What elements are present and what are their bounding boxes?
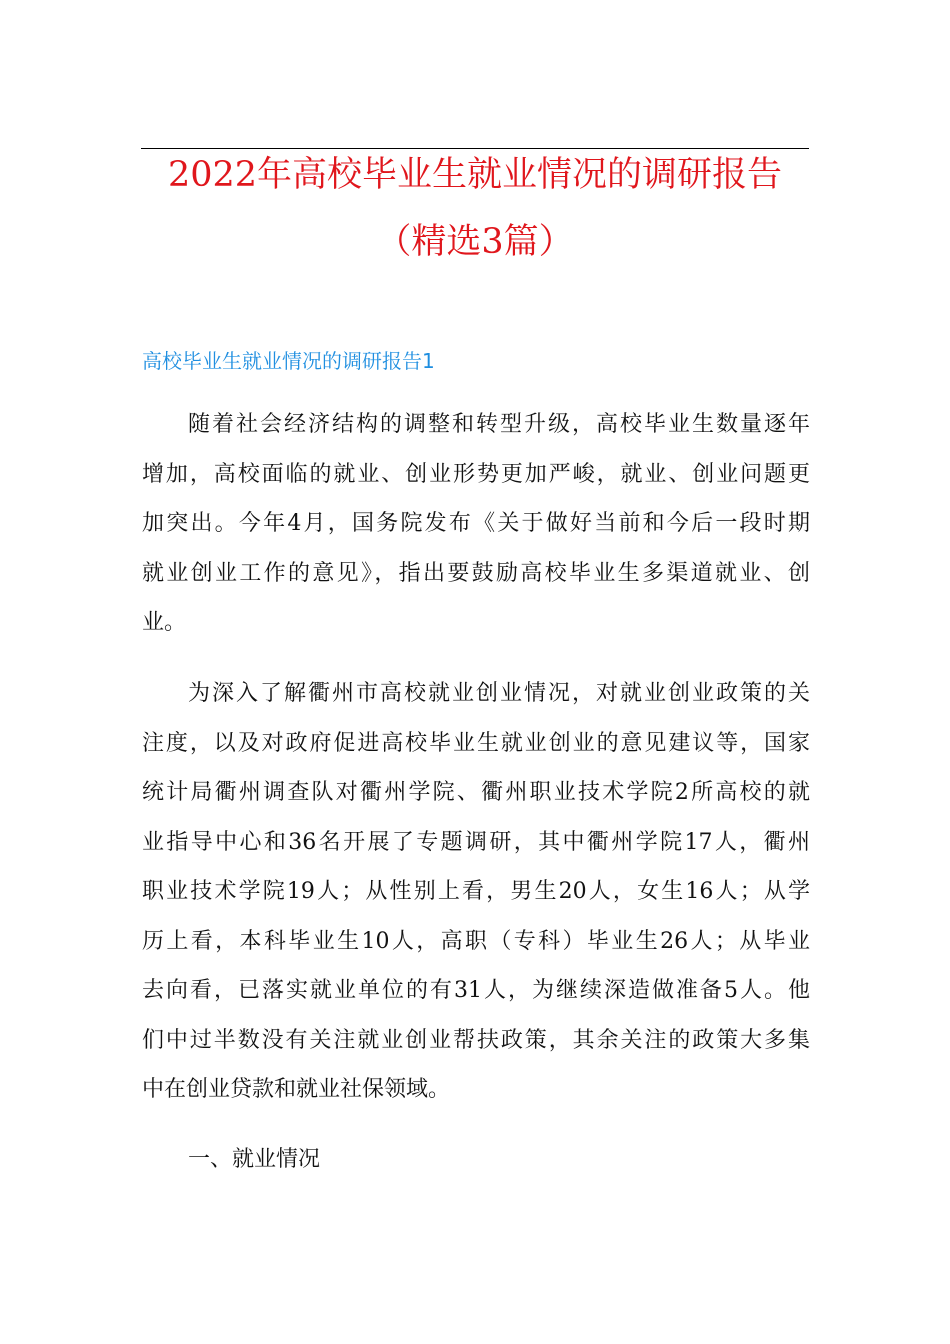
title-top-rule [141, 148, 809, 149]
paragraph-2-line: 统计局衢州调查队对衢州学院、衢州职业技术学院2所高校的就 [142, 780, 810, 805]
document-title-line1: 2022年高校毕业生就业情况的调研报告 [167, 155, 783, 195]
paragraph-2 [142, 669, 810, 1115]
paragraph-2-line: 中在创业贷款和就业社保领域。 [142, 1077, 451, 1102]
paragraph-2-line: 注度，以及对政府促进高校毕业生就业创业的意见建议等，国家 [142, 730, 810, 756]
paragraph-1 [142, 400, 810, 648]
paragraph-2-line: 历上看，本科毕业生10人，高职（专科）毕业生26人；从毕业 [142, 928, 810, 954]
paragraph-2-line: 们中过半数没有关注就业创业帮扶政策，其余关注的政策大多集 [142, 1027, 810, 1053]
paragraph-1-line: 就业创业工作的意见》，指出要鼓励高校毕业生多渠道就业、创 [142, 560, 810, 586]
paragraph-2-line: 去向看，已落实就业单位的有31人，为继续深造做准备5人。他 [142, 978, 810, 1003]
paragraph-1-line: 加突出。今年4月，国务院发布《关于做好当前和今后一段时期 [142, 511, 810, 536]
subheading-employment: 一、就业情况 [188, 1147, 321, 1172]
paragraph-1-line: 随着社会经济结构的调整和转型升级，高校毕业生数量逐年 [188, 412, 810, 437]
paragraph-1-line: 增加，高校面临的就业、创业形势更加严峻，就业、创业问题更 [142, 461, 810, 487]
paragraph-2-line: 为深入了解衢州市高校就业创业情况，对就业创业政策的关 [188, 681, 810, 706]
section-heading: 高校毕业生就业情况的调研报告1 [142, 349, 435, 373]
paragraph-2-line: 职业技术学院19人；从性别上看，男生20人，女生16人；从学 [142, 879, 810, 904]
document-title-line2: （精选3篇） [376, 222, 574, 262]
paragraph-2-line: 业指导中心和36名开展了专题调研，其中衢州学院17人，衢州 [142, 829, 810, 855]
paragraph-1-line: 业。 [142, 610, 187, 635]
